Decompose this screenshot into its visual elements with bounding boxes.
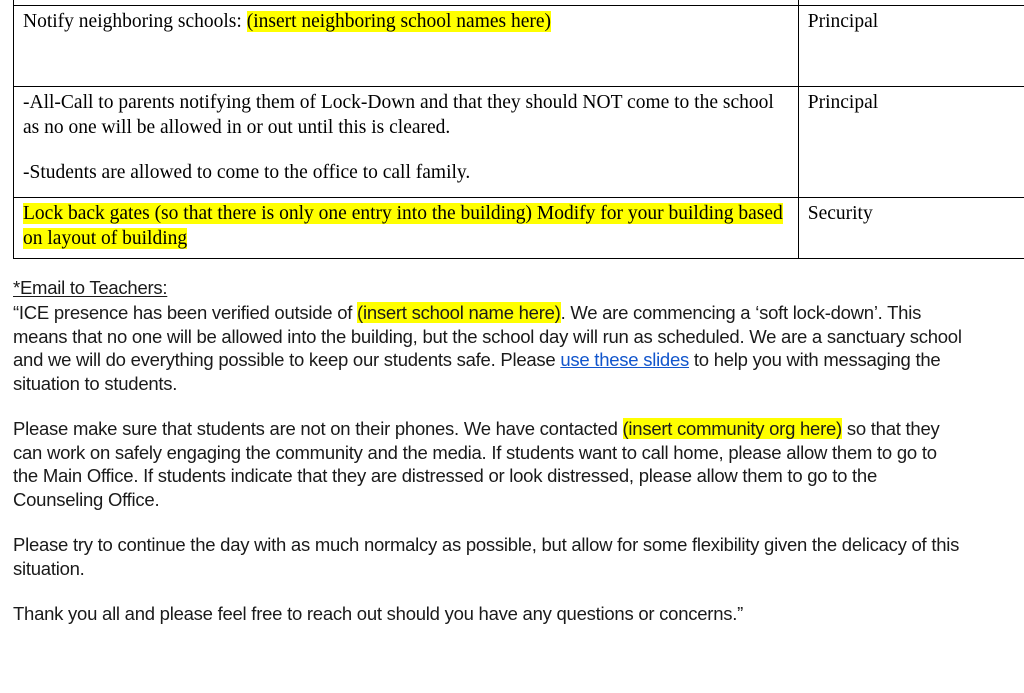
paragraph-2-before-highlight: Please make sure that students are not on their phones. We have contacted bbox=[13, 418, 623, 440]
email-to-teachers-section bbox=[13, 276, 965, 626]
owner-label: Principal bbox=[807, 92, 879, 113]
table-cell-owner bbox=[798, 6, 1024, 87]
use-these-slides-link[interactable]: use these slides bbox=[560, 349, 690, 371]
table-row bbox=[14, 6, 1024, 87]
highlighted-placeholder-community-org: (insert community org here) bbox=[622, 418, 842, 440]
email-paragraph-1 bbox=[13, 301, 965, 395]
highlighted-placeholder-neighboring-schools: (insert neighboring school names here) bbox=[246, 11, 552, 32]
table-cell-owner bbox=[798, 198, 1024, 259]
table-row bbox=[14, 198, 1024, 259]
highlighted-placeholder-school-name: (insert school name here) bbox=[357, 302, 561, 324]
email-paragraph-4: Thank you all and please feel free to reach out should you have any questions or concerns.” bbox=[13, 603, 744, 625]
paragraph-1-after-highlight: . We are commencing a ‘soft lock-down’. This means that no one will be allowed into the building, but the school day will run as scheduled. We are a sanctuary school and we will do everything possible to keep our students safe. Please bbox=[13, 302, 962, 371]
owner-label: Principal bbox=[807, 11, 879, 32]
action-text-all-call: -All-Call to parents notifying them of Lock-Down and that they should NOT come to the school as no one will be allowed in or out until this is cleared. bbox=[23, 92, 774, 138]
highlighted-text-lock-back-gates: Lock back gates (so that there is only one entry into the building) Modify for your building based on layout of building bbox=[23, 203, 783, 249]
table-cell-action bbox=[14, 87, 799, 198]
email-paragraph-2 bbox=[13, 417, 965, 511]
table-cell-owner bbox=[798, 87, 1024, 198]
owner-label: Security bbox=[807, 203, 873, 224]
action-text-teachers-share bbox=[23, 0, 791, 2]
email-heading-wrap bbox=[13, 276, 965, 301]
email-paragraph-3: Please try to continue the day with as much normalcy as possible, but allow for some flexibility given the delicacy of this situation. bbox=[13, 534, 960, 579]
action-text-lock-back-gates bbox=[23, 202, 791, 252]
lockdown-action-table bbox=[13, 0, 1024, 259]
table-row bbox=[14, 87, 1024, 198]
table-cell-action bbox=[14, 198, 799, 259]
action-text-notify-schools bbox=[23, 10, 791, 35]
paragraph-1-after-link: to help you with messaging the situation to students. bbox=[13, 349, 941, 394]
table-cell-action bbox=[14, 6, 799, 87]
action-prefix: Notify neighboring schools: bbox=[23, 11, 247, 32]
email-section-heading: *Email to Teachers: bbox=[13, 277, 168, 298]
action-text-students-call-family: -Students are allowed to come to the office to call family. bbox=[23, 161, 471, 183]
paragraph-1-before-highlight: “ICE presence has been verified outside of bbox=[13, 302, 358, 324]
paragraph-2-after-highlight: so that they can work on safely engaging the community and the media. If students want to call home, please allow them to go to the Main Office. If students indicate that they are distressed or look distressed, please allow them to go to the Counseling Office. bbox=[13, 418, 940, 510]
